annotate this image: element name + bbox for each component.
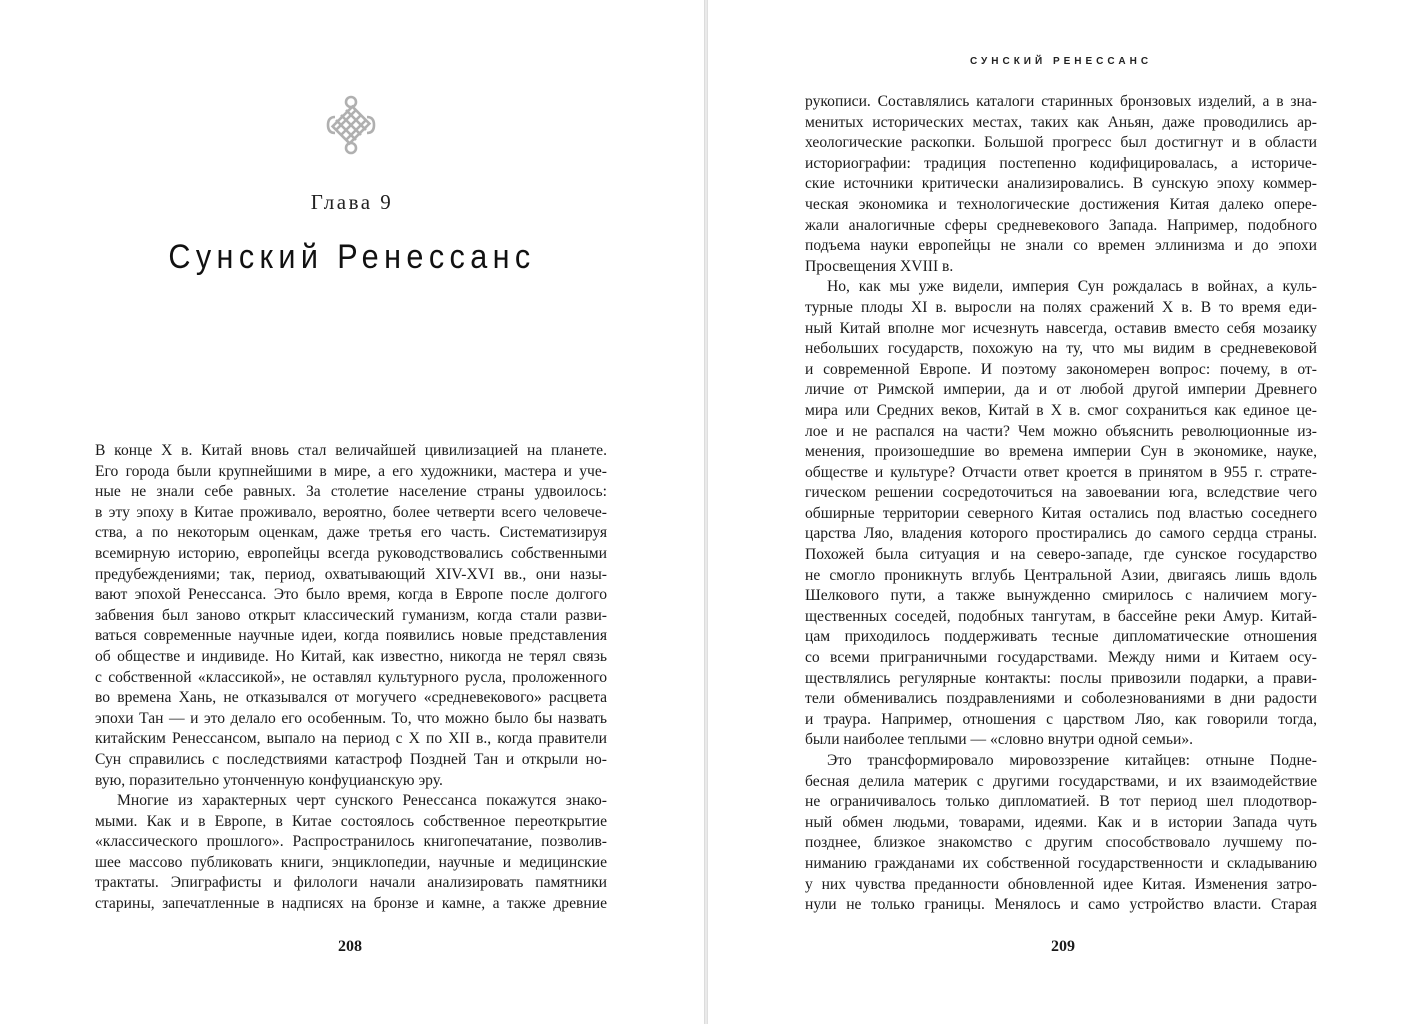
text-line: цам приходилось поддерживать тесные дипломатические отношения — [805, 628, 1317, 646]
text-line: Его города были крупнейшими в мире, а его художники, мастера и уче- — [95, 462, 607, 480]
text-line: старины, запечатленные в надписях на бронзе и камне, а также древние — [95, 895, 607, 913]
text-line: подъема науки европейцы не знали со времен эллинизма и до эпохи — [805, 237, 1317, 255]
text-line: царства Ляо, владения которого простирались до самого сердца страны. — [805, 525, 1317, 543]
text-line: жали аналогичные сферы средневекового Запада. Например, подобного — [805, 216, 1317, 234]
text-line: личие от Римской империи, да и от любой другой империи Древнего — [805, 381, 1317, 399]
text-line: нули не только границы. Менялось и само устройство власти. Старая — [805, 896, 1317, 914]
text-line: ваться современные научные идеи, когда появились новые представления — [95, 627, 607, 645]
text-line: ный Китай вполне мог исчезнуть навсегда, оставив вместо себя мозаику — [805, 319, 1317, 337]
left-body-text — [95, 441, 607, 915]
text-line: Просвещения XVIII в. — [805, 257, 954, 275]
text-line: позднее, близкое знакомство с другим способствовало лучшему по- — [805, 834, 1317, 852]
text-line: Похожей была ситуация и на северо-западе, где сунское государство — [805, 546, 1317, 564]
endless-knot-ornament-icon — [325, 95, 377, 155]
text-line: ства, а по некоторым оценкам, даже третья его часть. Систематизируя — [95, 524, 607, 542]
text-line: Но, как мы уже видели, империя Сун рождалась в войнах, а куль- — [827, 278, 1317, 296]
text-line: мыми. Как и в Европе, в Китае состоялось собственное переоткрытие — [95, 812, 607, 830]
text-line: вую, поразительно утонченную конфуцианскую эру. — [95, 771, 443, 789]
text-line: вают эпохой Ренессанса. Это было время, когда в Европе после долгого — [95, 586, 607, 604]
right-body-text — [805, 92, 1317, 916]
text-line: Шелкового пути, а также вынужденно смирилось с наличием могу- — [805, 587, 1317, 605]
text-line: Это трансформировало мировоззрение китайцев: отныне Подне- — [827, 752, 1317, 769]
text-line: китайским Ренессансом, выпало на период с X по XII в., когда правители — [95, 730, 607, 748]
text-line: и траура. Например, отношения с царством Ляо, как говорили тогда, — [805, 710, 1317, 728]
text-line: щественных соседей, подобных тангутам, в бассейне реки Амур. Китай- — [805, 607, 1317, 625]
text-line: с собственной «классикой», не оставлял культурного русла, проложенного — [95, 668, 607, 686]
text-line: турные плоды XI в. выросли на полях сражений X в. В то время еди- — [805, 298, 1317, 316]
text-line: обществе и культуре? Отчасти ответ кроется в принятом в 955 г. страте- — [805, 463, 1317, 481]
text-line: всемирную историю, европейцы всегда руководствовались собственными — [95, 544, 607, 562]
text-line: в эту эпоху в Китае проживало, вероятно, более четверти всего человече- — [95, 503, 607, 521]
text-line: гическом решении сосредоточиться на завоевании юга, вследствие чего — [805, 484, 1317, 502]
text-line: мира или Средних веков, Китай в X в. смог сохраниться как единое це- — [805, 401, 1317, 419]
text-line: забвения был заново открыт классический гуманизм, когда стали разви- — [95, 606, 607, 624]
text-line: не ограничивалось только дипломатией. В тот период шел плодотвор- — [805, 793, 1317, 811]
text-line: Сун справились с последствиями катастроф Поздней Тан и открыли но- — [95, 750, 607, 768]
text-line: шее массово публиковать книги, энциклопедии, научные и медицинские — [95, 853, 607, 871]
page-number-left: 208 — [338, 938, 362, 955]
text-line: «классического прошлого». Распространилось книгопечатание, позволив- — [95, 833, 607, 851]
text-line: обширные территории северного Китая остались под властью соседнего — [805, 504, 1317, 522]
chapter-title: Сунский Ренессанс — [168, 238, 536, 276]
right-page — [708, 0, 1410, 1024]
chapter-label: Глава 9 — [310, 190, 394, 214]
text-line: ниманию гражданами их собственной государственности и складыванию — [805, 854, 1317, 872]
text-line: тели обменивались поздравлениями и соболезнованиями в дни радости — [805, 690, 1317, 708]
left-page — [0, 0, 704, 1024]
text-line: эпохи Тан — и это делало его особенным. То, что можно было бы назвать — [95, 709, 607, 727]
running-head: СУНСКИЙ РЕНЕССАНС — [969, 56, 1153, 67]
text-line: рукописи. Составлялись каталоги старинных бронзовых изделий, а в зна- — [805, 93, 1317, 110]
text-line: менения, произошедшие во времена империи Сун в экономике, науке, — [805, 443, 1317, 461]
text-line: ществлялись регулярные контакты: послы привозили подарки, а прави- — [805, 669, 1317, 687]
text-line: во времена Хань, не отказывался от могучего «средневекового» расцвета — [95, 689, 607, 707]
text-line: небольших государств, похожую на ту, что мы видим в средневековой — [805, 340, 1317, 358]
text-line: у них чувства преданности обновленной идее Китая. Изменения затро- — [805, 875, 1317, 893]
text-line: ный обмен людьми, товарами, идеями. Как и в истории Запада чуть — [805, 813, 1317, 831]
page-number-right: 209 — [1051, 938, 1075, 955]
text-line: со всеми приграничными государствами. Между ними и Китаем осу- — [805, 649, 1317, 667]
text-line: об обществе и индивиде. Но Китай, как известно, никогда не терял связь — [95, 647, 607, 665]
text-line: ческая экономика и технологические достижения Китая далеко опере- — [805, 195, 1317, 213]
text-line: менитых исторических местах, таких как Аньян, даже проводились ар- — [805, 113, 1317, 131]
text-line: хеологические раскопки. Большой прогресс был достигнут и в области — [805, 134, 1317, 152]
text-line: были наиболее теплыми — «словно внутри одной семьи». — [805, 731, 1194, 749]
text-line: бесная делила материк с другими государствами, и их взаимодействие — [805, 772, 1317, 790]
text-line: не смогло проникнуть вглубь Центральной Азии, двигаясь лишь вдоль — [805, 566, 1317, 584]
text-line: и современной Европе. И поэтому закономерен вопрос: почему, в от- — [805, 360, 1317, 378]
text-line: историографии: традиция постепенно кодифицировалась, а историче- — [805, 154, 1317, 172]
text-line: Многие из характерных черт сунского Ренессанса покажутся знако- — [117, 792, 607, 810]
text-line: ные не знали себе равных. За столетие население страны удвоилось: — [95, 483, 607, 501]
text-line: лое и не распался на части? Чем можно объяснить революционные из- — [805, 422, 1317, 440]
text-line: В конце X в. Китай вновь стал величайшей цивилизацией на планете. — [95, 442, 607, 459]
text-line: трактаты. Эпиграфисты и филологи начали анализировать памятники — [95, 874, 607, 892]
text-line: ские источники критически анализировались. В сунскую эпоху коммер- — [805, 175, 1317, 193]
text-line: предубеждениями; так, период, охватывающий XIV-XVI вв., они назы- — [95, 565, 607, 583]
